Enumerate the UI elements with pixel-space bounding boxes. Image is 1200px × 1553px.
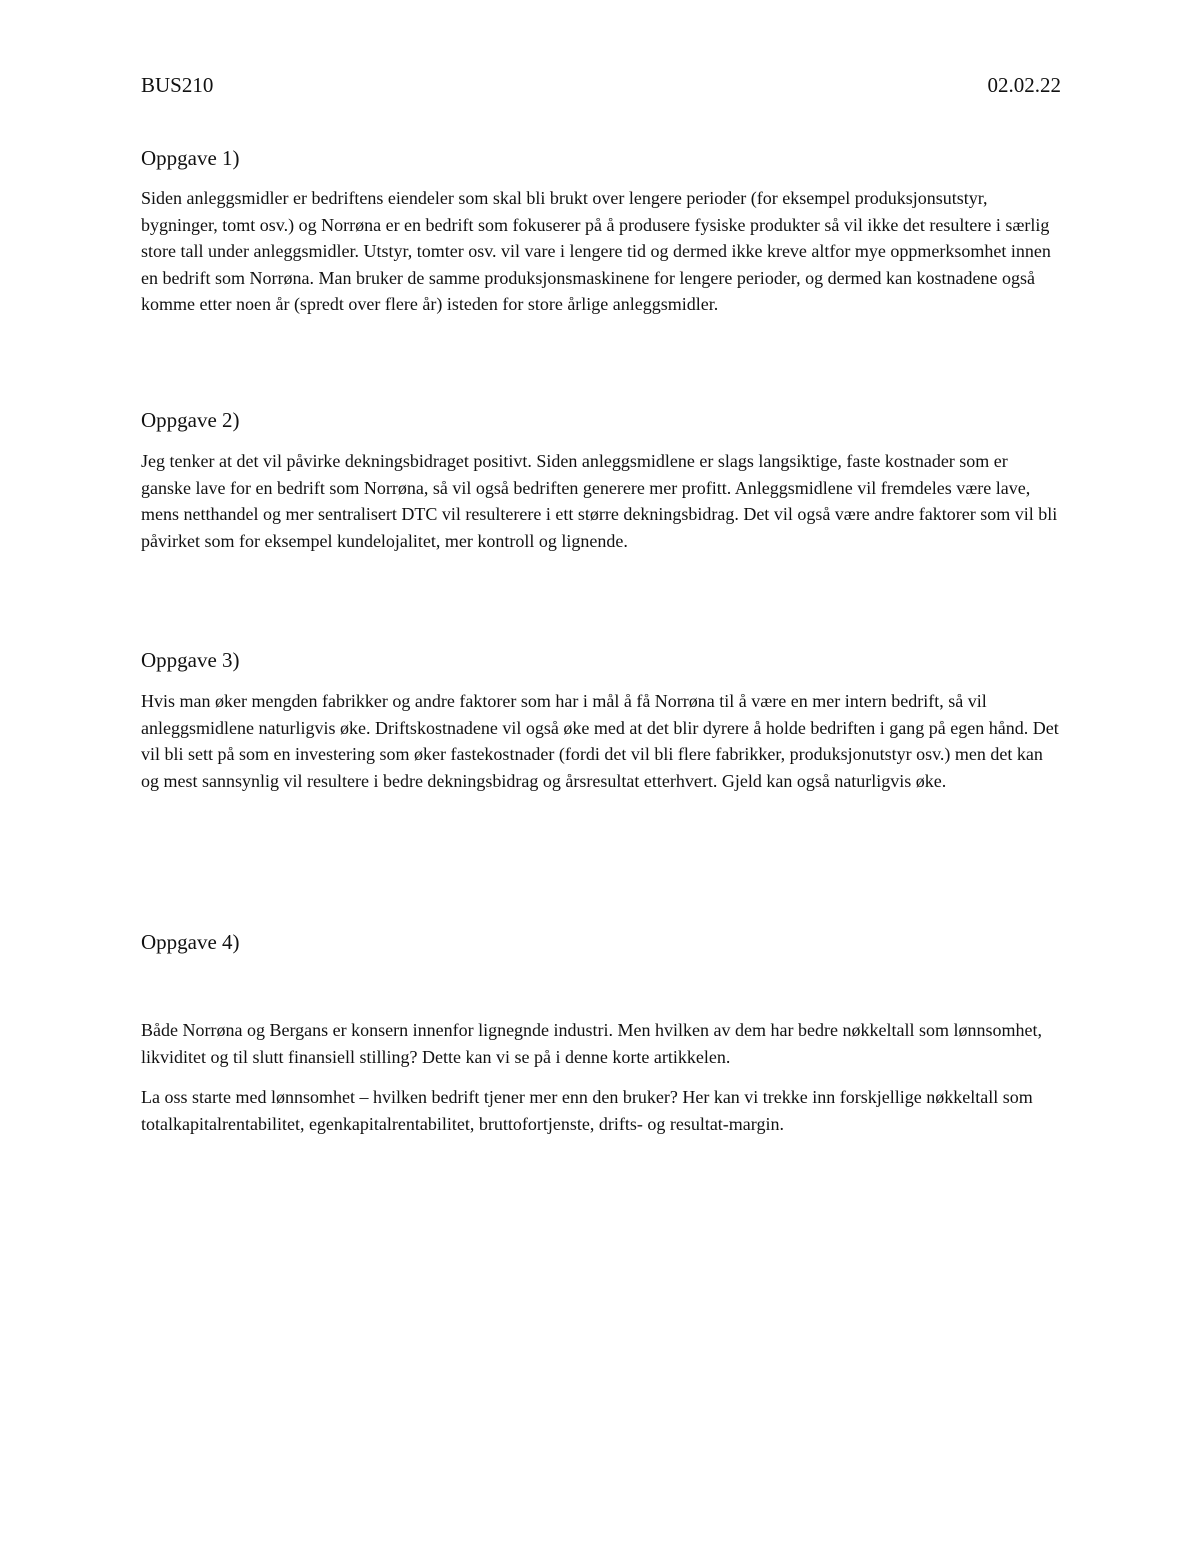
section-heading: Oppgave 3) <box>141 648 240 672</box>
paragraph: Både Norrøna og Bergans er konsern innenfor lignegnde industri. Men hvilken av dem har bedre nøkkeltall som lønnsomhet, likviditet og til slutt finansiell stilling? Dette kan vi se på i denne korte artikkelen. <box>141 1020 1042 1067</box>
section-oppgave-3 <box>141 647 1061 794</box>
paragraph: Siden anleggsmidler er bedriftens eiendeler som skal bli brukt over lengere perioder (for eksempel produksjonsutstyr, bygninger, tomt osv.) og Norrøna er en bedrift som fokuserer på å produsere fysiske produkter så vil ikke det resultere i særlig store tall under anleggsmidler. Utstyr, tomter osv. vil vare i lengere tid og dermed ikke kreve altfor mye oppmerksomhet innen en bedrift som Norrøna. Man bruker de samme produksjonsmaskinene for lengere perioder, og dermed kan kostnadene også komme etter noen år (spredt over flere år) isteden for store årlige anleggsmidler. <box>141 188 1051 314</box>
section-heading: Oppgave 2) <box>141 408 240 432</box>
document-date: 02.02.22 <box>987 73 1061 97</box>
course-code: BUS210 <box>141 73 214 97</box>
section-oppgave-1 <box>141 145 1061 318</box>
section-heading: Oppgave 4) <box>141 930 240 954</box>
page-header <box>141 72 1061 98</box>
section-heading: Oppgave 1) <box>141 146 240 170</box>
paragraph: La oss starte med lønnsomhet – hvilken bedrift tjener mer enn den bruker? Her kan vi trekke inn forskjellige nøkkeltall som totalkapitalrentabilitet, egenkapitalrentabilitet, bruttofortjenste, drifts- og resultat-margin. <box>141 1087 1033 1134</box>
section-oppgave-2 <box>141 407 1061 554</box>
section-oppgave-4 <box>141 929 1061 1137</box>
paragraph: Hvis man øker mengden fabrikker og andre faktorer som har i mål å få Norrøna til å være en mer intern bedrift, så vil anleggsmidlene naturligvis øke. Driftskostnadene vil også øke med at det blir dyrere å holde bedriften i gang på egen hånd. Det vil bli sett på som en investering som øker fastekostnader (fordi det vil bli flere fabrikker, produksjonutstyr osv.) men det kan og mest sannsynlig vil resultere i bedre dekningsbidrag og årsresultat etterhvert. Gjeld kan også naturligvis øke. <box>141 691 1059 791</box>
paragraph: Jeg tenker at det vil påvirke dekningsbidraget positivt. Siden anleggsmidlene er slags langsiktige, faste kostnader som er ganske lave for en bedrift som Norrøna, så vil også bedriften generere mer profitt. Anleggsmidlene vil fremdeles være lave, mens netthandel og mer sentralisert DTC vil resulterere i ett større dekningsbidrag. Det vil også være andre faktorer som vil bli påvirket som for eksempel kundelojalitet, mer kontroll og lignende. <box>141 451 1058 551</box>
